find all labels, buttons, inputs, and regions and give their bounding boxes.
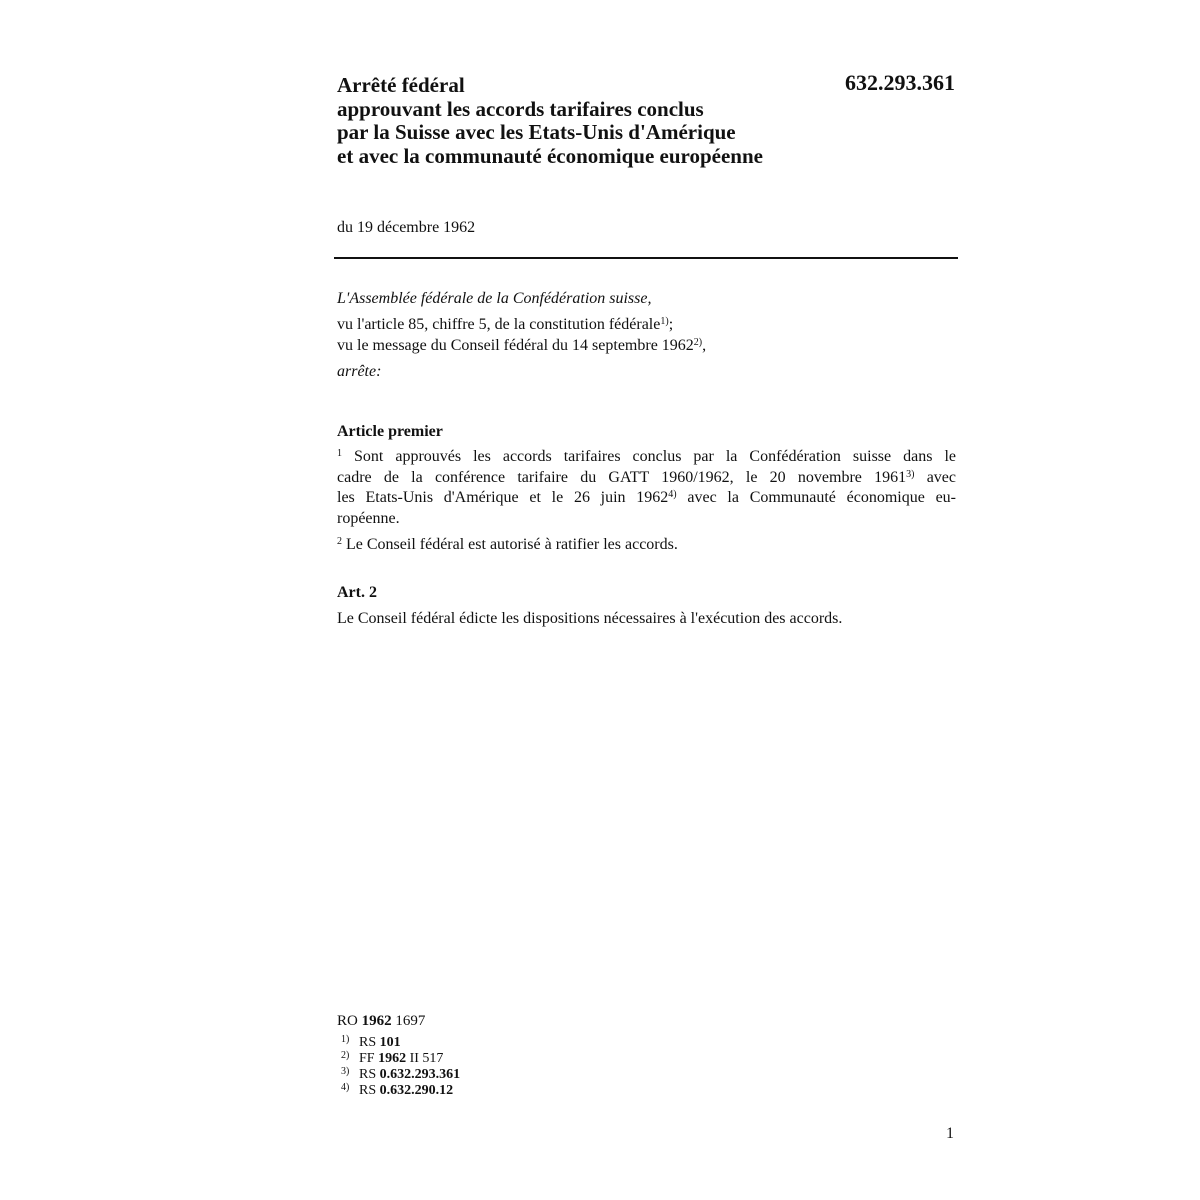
- footnote-number: 0.632.290.12: [379, 1083, 454, 1098]
- footnote-prefix: FF: [359, 1051, 375, 1066]
- paragraph-line: ropéenne.: [337, 509, 400, 527]
- footnote-prefix: RS: [359, 1083, 377, 1098]
- system-number: 632.293.361: [845, 70, 955, 95]
- document-date: du 19 décembre 1962: [337, 219, 476, 236]
- paragraph-number: 2: [337, 536, 342, 547]
- line-text: les Etats-Unis d'Amérique et le 26 juin 1962: [337, 489, 669, 507]
- footnote-number: 0.632.293.361: [379, 1067, 461, 1082]
- title-line: Arrêté fédéral: [337, 73, 465, 97]
- line-text: avec la Communauté économique eu-: [676, 489, 956, 507]
- footnote-ref: 3): [906, 468, 915, 480]
- footnote-item: [337, 1079, 453, 1099]
- line-text: Le Conseil fédéral est autorisé à ratifier les accords.: [346, 536, 678, 553]
- source-page: 1697: [395, 1013, 426, 1029]
- paragraph-number: 1: [337, 448, 342, 459]
- line-text: Sont approuvés les accords tarifaires conclus par la Confédération suisse dans le: [354, 448, 957, 465]
- footnote-number: 1962: [378, 1051, 407, 1066]
- paragraph-line: [337, 447, 956, 468]
- preamble-assembly: L'Assemblée fédérale de la Confédération suisse,: [337, 290, 652, 307]
- footnote-prefix: RS: [359, 1067, 377, 1082]
- paragraph-line: [337, 468, 956, 489]
- article2-text: Le Conseil fédéral édicte les dispositions nécessaires à l'exécution des accords.: [337, 610, 843, 627]
- line-text: cadre de la conférence tarifaire du GATT 1960/1962, le 20 novembre 1961: [337, 468, 907, 486]
- footnote-ref: 4): [668, 489, 677, 501]
- article2-heading: Art. 2: [337, 584, 377, 601]
- preamble-text: vu le message du Conseil fédéral du 14 septembre 1962: [337, 337, 694, 354]
- punctuation: ;: [668, 316, 674, 333]
- footnote-mark: 1): [341, 1034, 350, 1045]
- punctuation: ,: [702, 337, 707, 354]
- article1-heading: Article premier: [337, 423, 443, 440]
- footnote-prefix: RS: [359, 1035, 377, 1050]
- preamble-text: vu l'article 85, chiffre 5, de la constitution fédérale: [337, 316, 661, 333]
- source-year: 1962: [361, 1013, 392, 1029]
- preamble-decree: arrête:: [337, 363, 382, 380]
- header-divider: [334, 257, 958, 259]
- footnote-suffix: II 517: [409, 1051, 444, 1066]
- footnote-number: 101: [379, 1035, 401, 1050]
- article1-paragraph1: [337, 447, 956, 529]
- preamble-line: [337, 336, 706, 356]
- footnote-ref: 2): [693, 337, 703, 348]
- page-number: 1: [946, 1125, 954, 1142]
- title-line: approuvant les accords tarifaires conclus: [337, 96, 704, 121]
- title-line: et avec la communauté économique européenne: [337, 143, 763, 168]
- preamble-line: [337, 315, 673, 335]
- source-reference: [337, 1011, 425, 1031]
- source-prefix: RO: [337, 1013, 358, 1029]
- footnote-mark: 4): [341, 1082, 350, 1093]
- footnote-ref: 1): [660, 316, 669, 327]
- footnote-mark: 2): [341, 1050, 350, 1061]
- footnote-mark: 3): [341, 1066, 350, 1077]
- title-line: par la Suisse avec les Etats-Unis d'Amérique: [337, 120, 736, 144]
- article1-paragraph2: [337, 535, 678, 555]
- document-title: [337, 74, 837, 168]
- line-text: avec: [914, 468, 956, 486]
- paragraph-line: [337, 488, 956, 509]
